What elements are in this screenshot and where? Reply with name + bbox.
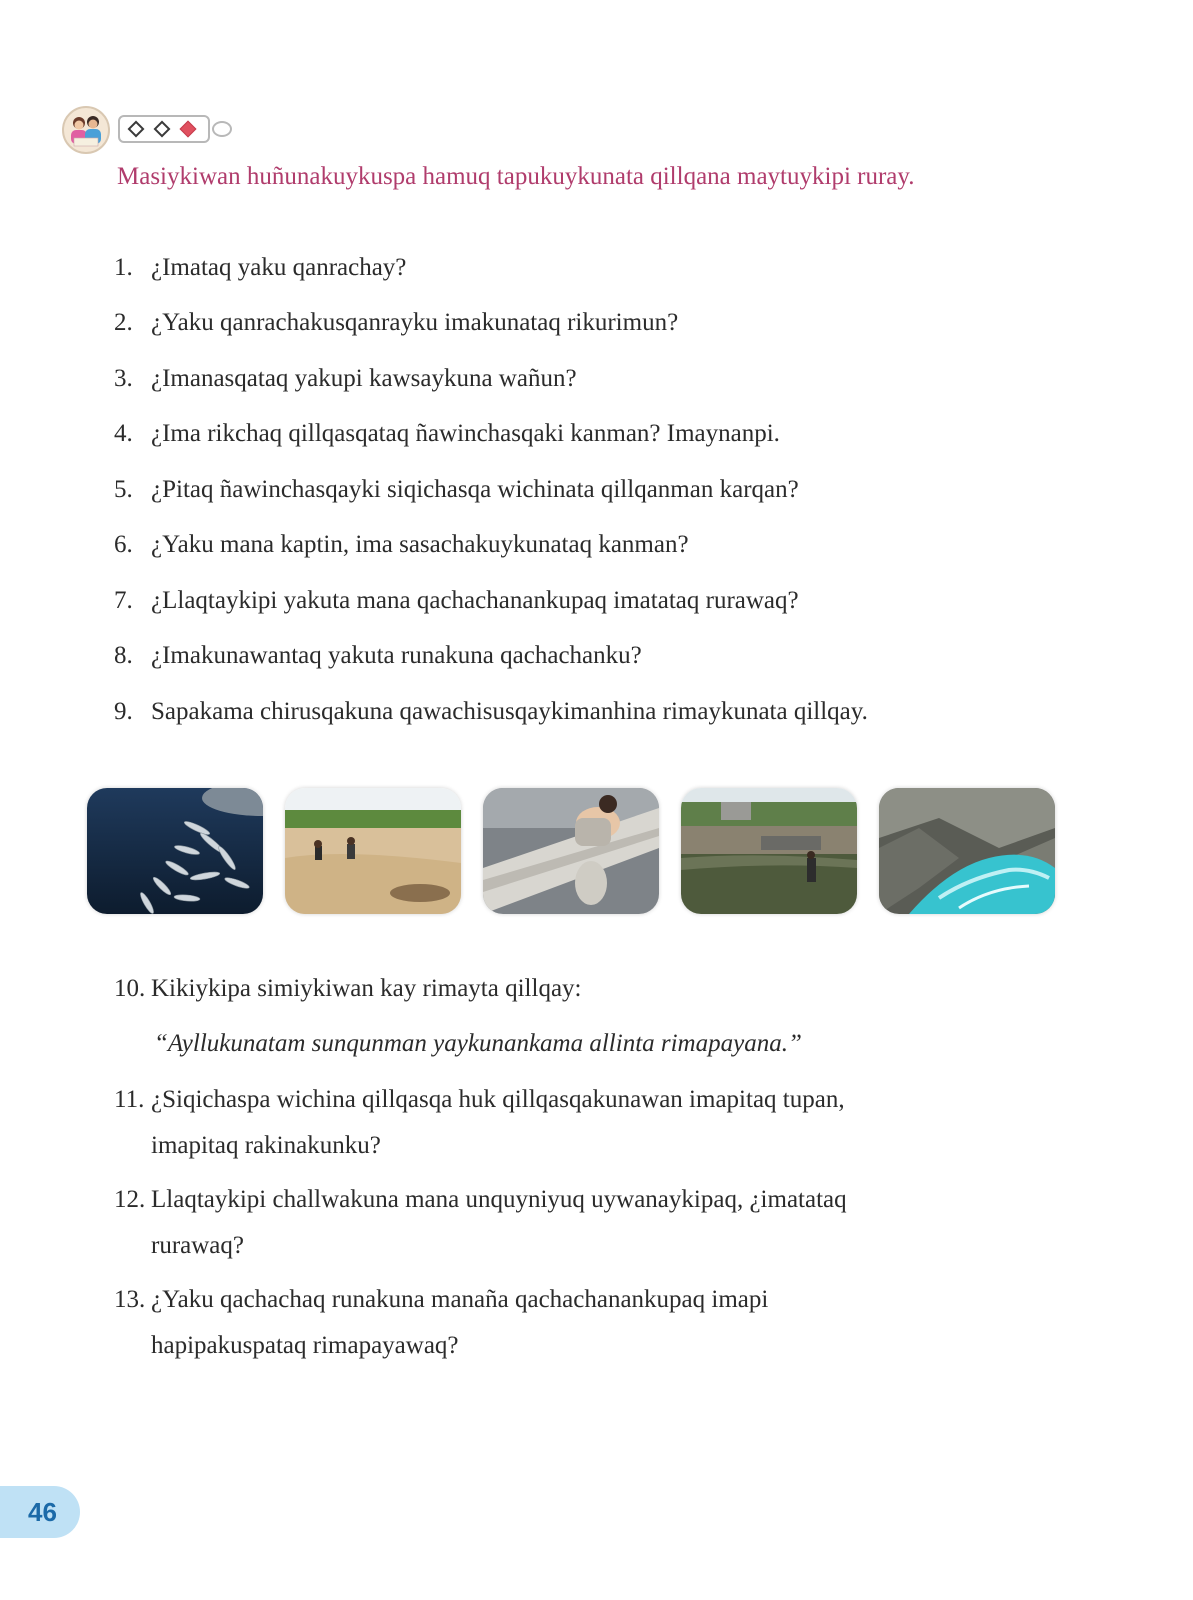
question-number: 5. [114, 476, 133, 503]
question-number: 4. [114, 420, 133, 447]
question-number: 13. [114, 1286, 146, 1313]
question-number: 9. [114, 698, 133, 725]
activity-instruction: Masiykiwan huñunakuykuspa hamuq tapukuykunata qillqana maytuykipi ruray. [117, 163, 915, 190]
question-text: Kikiykipa simiykiwan kay rimayta qillqay: [151, 975, 582, 1002]
question-item [114, 356, 1034, 402]
dry-land-photo [285, 788, 461, 914]
question-item [114, 300, 1034, 346]
diamond-empty-icon [128, 121, 145, 138]
dead-fish-photo [87, 788, 263, 914]
activity-header [62, 106, 262, 154]
question-item [114, 578, 1034, 624]
question-text: Sapakama chirusqakuna qawachisusqaykimanhina rimaykunata qillqay. [151, 698, 868, 725]
question-text: ¿Ima rikchaq qillqasqataq ñawinchasqaki kanman? Imaynanpi. [151, 420, 780, 447]
page-number: 46 [28, 1497, 57, 1527]
question-number: 2. [114, 309, 133, 336]
question-number: 12. [114, 1186, 146, 1213]
question-text-line1: Llaqtaykipi challwakuna mana unquyniyuq uywanaykipaq, ¿imatataq [151, 1186, 847, 1213]
question-text: ¿Imanasqataq yakupi kawsaykuna wañun? [151, 365, 577, 392]
polluted-river-photo [681, 788, 857, 914]
question-item [114, 1177, 1034, 1269]
question-number: 6. [114, 531, 133, 558]
question-text: ¿Pitaq ñawinchasqayki siqichasqa wichinata qillqanman karqan? [151, 476, 799, 503]
question-number: 10. [114, 975, 146, 1002]
question-item [114, 966, 1034, 1012]
question-item [114, 633, 1034, 679]
question-number: 11. [114, 1086, 145, 1113]
question-text-line2: rurawaq? [151, 1232, 244, 1259]
difficulty-level-tag [118, 115, 210, 143]
question-text: ¿Yaku mana kaptin, ima sasachakuykunataq kanman? [151, 531, 689, 558]
question-text: ¿Imataq yaku qanrachay? [151, 254, 407, 281]
diamond-filled-icon [180, 121, 197, 138]
question-item [114, 411, 1034, 457]
question-number: 8. [114, 642, 133, 669]
question-item [114, 467, 1034, 513]
question-text-line1: ¿Yaku qachachaq runakuna manaña qachachanankupaq imapi [151, 1286, 769, 1313]
question-item [114, 689, 1034, 735]
tag-loop-icon [212, 121, 232, 137]
clean-river-photo [879, 788, 1055, 914]
question-number: 7. [114, 587, 133, 614]
question-number: 3. [114, 365, 133, 392]
question-item [114, 1077, 1034, 1169]
question-item [114, 1277, 1034, 1369]
question-text-line2: imapitaq rakinakunku? [151, 1132, 381, 1159]
question-number: 1. [114, 254, 133, 281]
diamond-empty-icon [154, 121, 171, 138]
photo-strip [87, 788, 1057, 914]
question-text-line2: hapipakuspataq rimapayawaq? [151, 1332, 459, 1359]
question-text: ¿Imakunawantaq yakuta runakuna qachachanku? [151, 642, 642, 669]
question-text: ¿Llaqtaykipi yakuta mana qachachanankupaq imatataq rurawaq? [151, 587, 799, 614]
quote-text: “Ayllukunatam sunqunman yaykunankama allinta rimapayana.” [154, 1030, 802, 1057]
question-text: ¿Yaku qanrachakusqanrayku imakunataq rikurimun? [151, 309, 679, 336]
question-item [114, 522, 1034, 568]
question-item [114, 245, 1034, 291]
question-text-line1: ¿Siqichaspa wichina qillqasqa huk qillqasqakunawan imapitaq tupan, [151, 1086, 845, 1113]
woman-dumping-trash-photo [483, 788, 659, 914]
children-reading-icon [62, 106, 110, 154]
